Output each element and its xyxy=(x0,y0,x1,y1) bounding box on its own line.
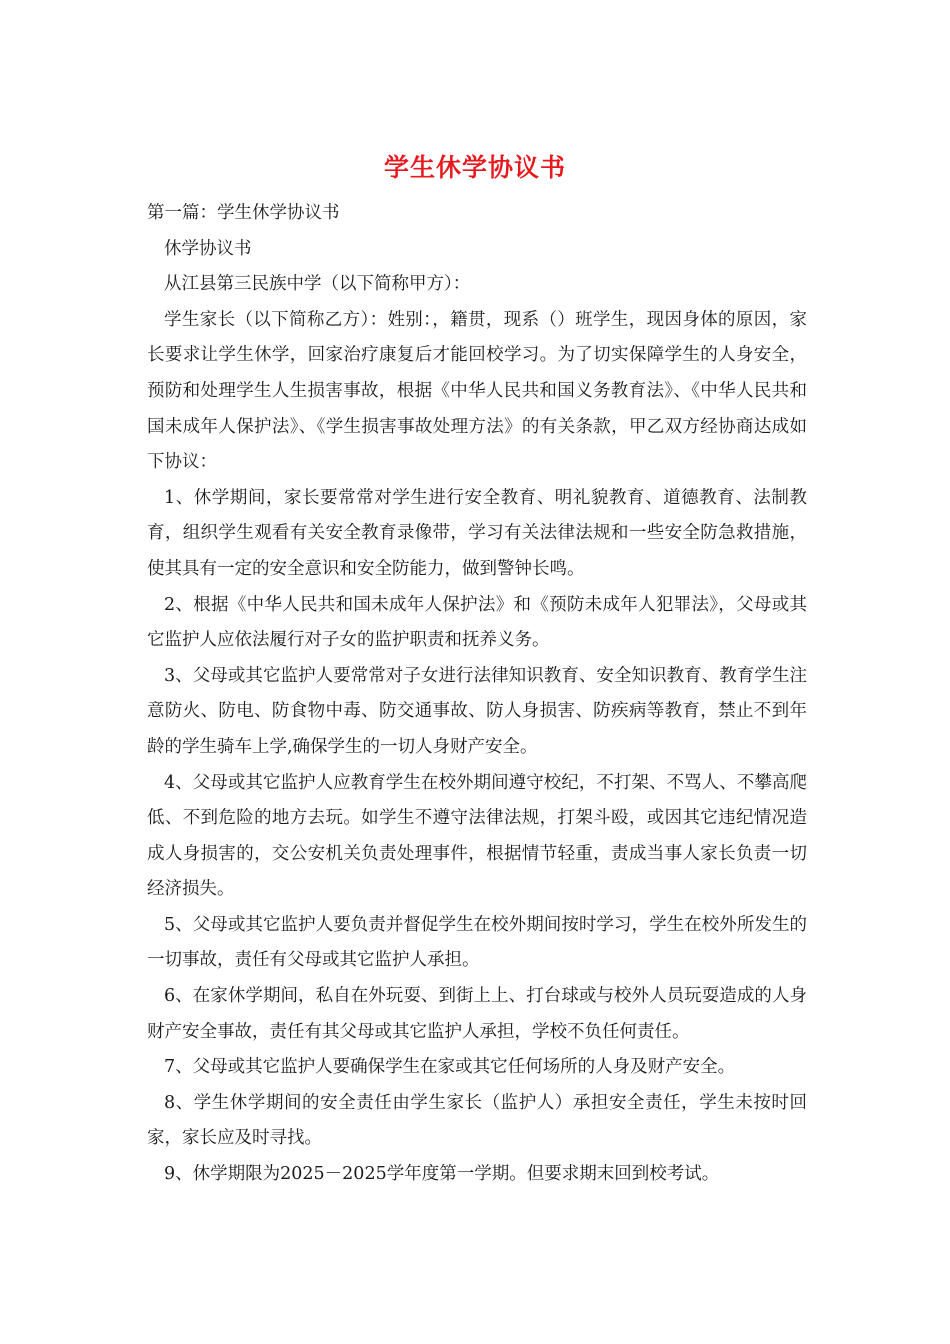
paragraph-clause-8: 8、学生休学期间的安全责任由学生家长（监护人）承担安全责任，学生未按时回家，家长应及时寻找。 xyxy=(147,1092,807,1149)
paragraph-party-b: 学生家长（以下简称乙方）：姓别：，籍贯，现系（）班学生，现因身体的原因，家长要求让学生休学，回家治疗康复后才能回校学习。为了切实保障学生的人身安全，预防和处理学生人生损害事故，根据《中华人民共和国义务教育法》、《中华人民共和国未成年人保护法》、《学生损害事故处理方法》的有关条款，甲乙双方经协商达成如下协议： xyxy=(147,309,807,473)
paragraph-clause-1: 1、休学期间，家长要常常对学生进行安全教育、明礼貌教育、道德教育、法制教育，组织学生观看有关安全教育录像带，学习有关法律法规和一些安全防急救措施，使其具有一定的安全意识和安全防能力，做到警钟长鸣。 xyxy=(147,487,807,579)
paragraph-party-a: 从江县第三民族中学（以下简称甲方）： xyxy=(164,274,471,295)
paragraph-subtitle: 休学协议书 xyxy=(164,238,252,259)
paragraph-chapter-heading: 第一篇：学生休学协议书 xyxy=(147,203,340,223)
paragraph-clause-4: 4、父母或其它监护人应教育学生在校外期间遵守校纪，不打架、不骂人、不攀高爬低、不到危险的地方去玩。如学生不遵守法律法规，打架斗殴，或因其它违纪情况造成人身损害的，交公安机关负责处理事件，根据情节轻重，责成当事人家长负责一切经济损失。 xyxy=(147,772,807,900)
paragraph-clause-6: 6、在家休学期间，私自在外玩耍、到街上上、打台球或与校外人员玩耍造成的人身财产安全事故，责任有其父母或其它监护人承担，学校不负任何责任。 xyxy=(147,986,807,1042)
document-title: 学生休学协议书 xyxy=(383,153,566,182)
paragraph-clause-5: 5、父母或其它监护人要负责并督促学生在校外期间按时学习，学生在校外所发生的一切事故，责任有父母或其它监护人承担。 xyxy=(147,914,807,971)
paragraph-clause-7: 7、父母或其它监护人要确保学生在家或其它任何场所的人身及财产安全。 xyxy=(164,1057,736,1078)
paragraph-clause-3: 3、父母或其它监护人要常常对子女进行法律知识教育、安全知识教育、教育学生注意防火、防电、防食物中毒、防交通事故、防人身损害、防疾病等教育，禁止不到年龄的学生骑车上学,确保学生的一切人身财产安全。 xyxy=(147,665,807,757)
paragraph-clause-9: 9、休学期限为2025－2025学年度第一学期。但要求期末回到校考试。 xyxy=(164,1164,720,1185)
paragraph-clause-2: 2、根据《中华人民共和国未成年人保护法》和《预防未成年人犯罪法》，父母或其它监护人应依法履行对子女的监护职责和抚养义务。 xyxy=(147,594,807,651)
document-body xyxy=(147,196,807,1193)
